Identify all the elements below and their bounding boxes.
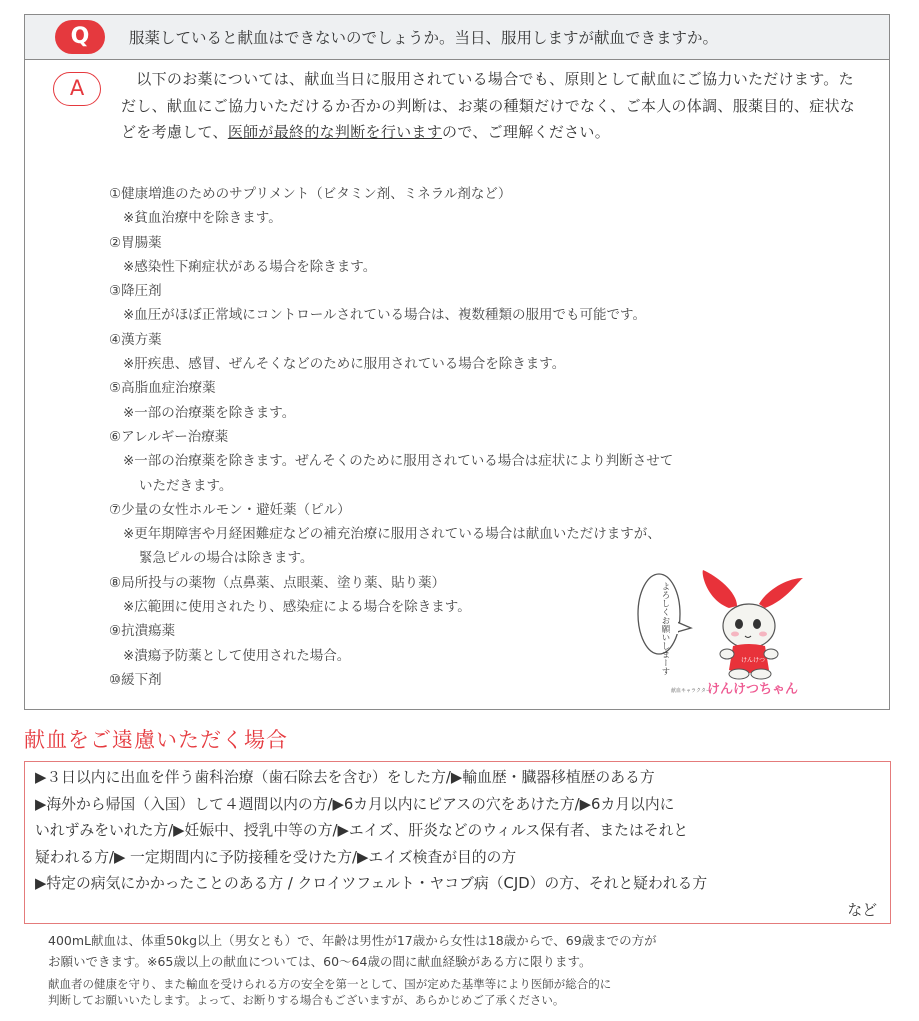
medicine-title: ⑤高脂血症治療薬 bbox=[109, 380, 216, 397]
medicine-note: ※一部の治療薬を除きます。ぜんそくのために服用されている場合は症状により判断させて bbox=[123, 453, 674, 470]
answer-intro-end: ので、ご理解ください。 bbox=[442, 123, 611, 141]
right-foot bbox=[751, 669, 771, 679]
list-item bbox=[109, 328, 829, 377]
speech-bubble bbox=[638, 574, 680, 654]
left-cheek bbox=[731, 632, 739, 637]
mascot-illustration bbox=[637, 570, 817, 695]
medicine-title: ②胃腸薬 bbox=[109, 234, 162, 251]
condition-line-end: など bbox=[847, 901, 877, 919]
answer-box bbox=[24, 60, 890, 710]
list-item bbox=[109, 279, 829, 328]
medicine-note: ※更年期障害や月経困難症などの補充治療に服用されている場合は献血いただけますが、 bbox=[123, 526, 661, 543]
medicine-title: ④漢方薬 bbox=[109, 331, 162, 348]
medicine-note: ※潰瘍予防薬として使用された場合。 bbox=[123, 647, 351, 664]
answer-intro bbox=[121, 66, 869, 146]
footer-line: 献血者の健康を守り、また輸血を受けられる方の安全を第一として、国が定めた基準等により医師が総合的に bbox=[48, 977, 612, 991]
medicine-note: ※感染性下痢症状がある場合を除きます。 bbox=[123, 258, 377, 275]
medicine-note: ※肝疾患、感冒、ぜんそくなどのために服用されている場合を除きます。 bbox=[123, 356, 566, 373]
answer-intro-text: 以下のお薬については、献血当日に服用されている場合でも、原則として献血にご協力いただけます。ただし、献血にご協力いただけるか否かの判断は、お薬の種類だけでなく、ご本人の体調、服薬目的、症状などを考慮して、 bbox=[121, 70, 856, 141]
right-hand bbox=[764, 649, 778, 659]
left-ear bbox=[703, 570, 737, 608]
medicine-note-continued: 緊急ピルの場合は除きます。 bbox=[139, 550, 314, 567]
list-item bbox=[109, 231, 829, 280]
right-cheek bbox=[759, 632, 767, 637]
medicine-title: ⑩緩下剤 bbox=[109, 671, 162, 688]
question-badge: Q bbox=[55, 20, 105, 54]
footer-safety-note bbox=[48, 976, 868, 1008]
right-eye bbox=[753, 619, 761, 629]
mascot-name: けんけつちゃん bbox=[707, 682, 799, 695]
right-ear bbox=[759, 578, 803, 608]
conditions-box bbox=[24, 761, 891, 924]
medicine-title: ⑨抗潰瘍薬 bbox=[109, 623, 176, 640]
list-item bbox=[109, 425, 829, 498]
footer-400ml-note bbox=[48, 930, 868, 972]
answer-badge: A bbox=[53, 72, 101, 106]
speech-bubble-tail bbox=[677, 622, 691, 632]
list-item bbox=[109, 182, 829, 231]
speech-text-1: よろしくお願いしまーす bbox=[660, 582, 670, 676]
medicine-note: ※一部の治療薬を除きます。 bbox=[123, 404, 296, 421]
condition-line: ▶特定の病気にかかったことのある方 / クロイツフェルト・ヤコブ病（CJD）の方、それと疑われる方 bbox=[35, 875, 708, 893]
answer-intro-emphasis: 医師が最終的な判断を行います bbox=[227, 123, 443, 141]
medicine-note: ※貧血治療中を除きます。 bbox=[123, 210, 282, 227]
condition-line: ▶３日以内に出血を伴う歯科治療（歯石除去を含む）をした方/▶輸血歴・臓器移植歴のある方 bbox=[35, 769, 655, 786]
conditions-list bbox=[35, 765, 881, 925]
conditions-title: 献血をご遠慮いただく場合 bbox=[24, 728, 288, 752]
medicine-note: ※血圧がほぼ正常域にコントロールされている場合は、複数種類の服用でも可能です。 bbox=[123, 307, 646, 324]
question-box bbox=[24, 14, 890, 60]
medicine-title: ⑥アレルギー治療薬 bbox=[109, 428, 229, 445]
mascot-chest-label: けんけつ bbox=[741, 657, 766, 664]
speech-bubble-joint bbox=[674, 620, 678, 634]
mascot-caption: 献血キャラクター bbox=[671, 688, 711, 694]
footer-line: 判断してお願いいたします。よって、お断りする場合もございますが、あらかじめご了承ください。 bbox=[48, 993, 565, 1007]
medicine-note: ※広範囲に使用されたり、感染症による場合を除きます。 bbox=[123, 599, 471, 616]
question-text: 服薬していると献血はできないのでしょうか。当日、服用しますが献血できますか。 bbox=[129, 29, 719, 47]
footer-line: 400mL献血は、体重50kg以上（男女とも）で、年齢は男性が17歳から女性は18歳からで、69歳までの方が bbox=[48, 933, 657, 948]
medicine-title: ⑦少量の女性ホルモン・避妊薬（ピル） bbox=[109, 501, 351, 518]
mascot-head bbox=[723, 604, 775, 648]
condition-line: 疑われる方/▶ 一定期間内に予防接種を受けた方/▶エイズ検査が目的の方 bbox=[35, 848, 517, 866]
left-foot bbox=[729, 669, 749, 679]
medicine-title: ⑧局所投与の薬物（点鼻薬、点眼薬、塗り薬、貼り薬） bbox=[109, 574, 446, 591]
medicine-title: ①健康増進のためのサプリメント（ビタミン剤、ミネラル剤など） bbox=[109, 186, 512, 202]
left-hand bbox=[720, 649, 734, 659]
footer-line: お願いできます。※65歳以上の献血については、60〜64歳の間に献血経験がある方に限ります。 bbox=[48, 954, 592, 969]
condition-line: ▶海外から帰国（入国）して４週間以内の方/▶6カ月以内にピアスの穴をあけた方/▶6カ月以内に bbox=[35, 795, 675, 813]
medicine-title: ③降圧剤 bbox=[109, 283, 162, 300]
condition-line: いれずみをいれた方/▶妊娠中、授乳中等の方/▶エイズ、肝炎などのウィルス保有者、またはそれと bbox=[35, 822, 689, 840]
left-eye bbox=[735, 619, 743, 629]
medicine-note-continued: いただきます。 bbox=[139, 477, 233, 494]
list-item bbox=[109, 376, 829, 425]
list-item bbox=[109, 498, 829, 571]
